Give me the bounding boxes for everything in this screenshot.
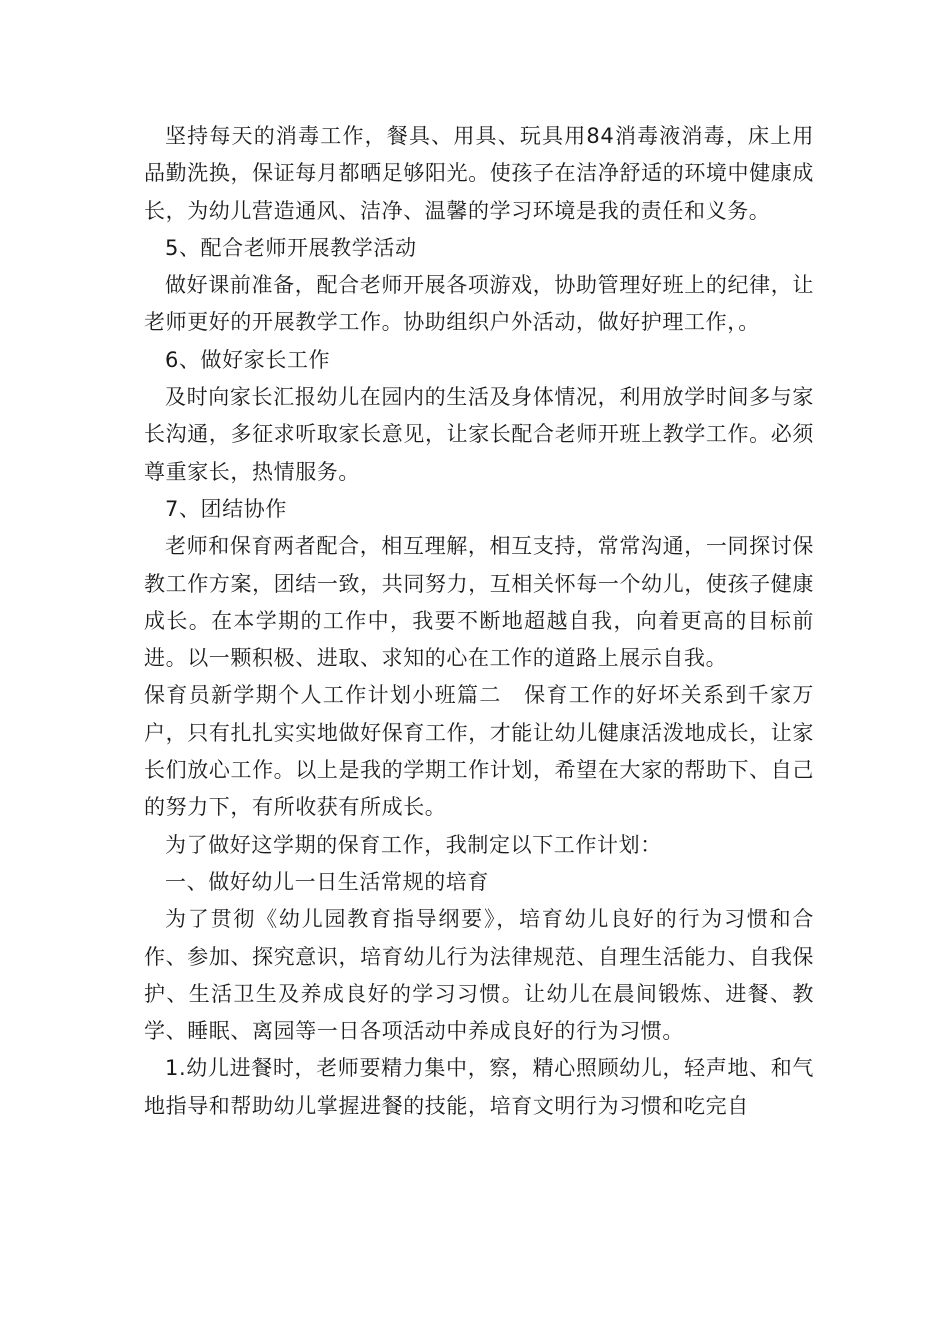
paragraph-part-two-intro: 保育员新学期个人工作计划小班篇二 保育工作的好坏关系到千家万户，只有扎扎实实地做好保育工作，才能让幼儿健康活泼地成长，让家长们放心工作。以上是我的学期工作计划，希望在大家的帮助下、自己的努力下，有所收获有所成长。 bbox=[144, 683, 814, 820]
section-heading-one: 一、做好幼儿一日生活常规的培育 bbox=[165, 869, 489, 894]
section-heading-7: 7、团结协作 bbox=[165, 496, 287, 521]
section-heading-6: 6、做好家长工作 bbox=[165, 347, 331, 372]
paragraph-teamwork: 老师和保育两者配合，相互理解，相互支持，常常沟通，一同探讨保教工作方案，团结一致，共同努力，互相关怀每一个幼儿，使孩子健康成长。在本学期的工作中，我要不断地超越自我，向着更高的目标前进。以一颗积极、进取、求知的心在工作的道路上展示自我。 bbox=[144, 534, 814, 671]
paragraph-disinfection: 坚持每天的消毒工作，餐具、用具、玩具用84消毒液消毒，床上用品勤洗换，保证每月都晒足够阳光。使孩子在洁净舒适的环境中健康成长，为幼儿营造通风、洁净、温馨的学习环境是我的责任和义务。 bbox=[144, 124, 814, 223]
paragraph-teaching-support: 做好课前准备，配合老师开展各项游戏，协助管理好班上的纪律，让老师更好的开展教学工作。协助组织户外活动，做好护理工作，。 bbox=[144, 273, 814, 335]
section-heading-5: 5、配合老师开展教学活动 bbox=[165, 235, 417, 260]
paragraph-daily-routine: 为了贯彻《幼儿园教育指导纲要》，培育幼儿良好的行为习惯和合作、参加、探究意识，培育幼儿行为法律规范、自理生活能力、自我保护、生活卫生及养成良好的学习习惯。让幼儿在晨间锻炼、进餐、教学、睡眠、离园等一日各项活动中养成良好的行为习惯。 bbox=[144, 907, 814, 1044]
paragraph-plan-intro: 为了做好这学期的保育工作，我制定以下工作计划： bbox=[165, 832, 662, 857]
document-body bbox=[144, 118, 814, 1125]
paragraph-mealtime: 1.幼儿进餐时，老师要精力集中，察，精心照顾幼儿，轻声地、和气地指导和帮助幼儿掌握进餐的技能，培育文明行为习惯和吃完自 bbox=[144, 1056, 814, 1118]
paragraph-parent-work: 及时向家长汇报幼儿在园内的生活及身体情况，利用放学时间多与家长沟通，多征求听取家长意见，让家长配合老师开班上教学工作。必须尊重家长，热情服务。 bbox=[144, 385, 814, 484]
